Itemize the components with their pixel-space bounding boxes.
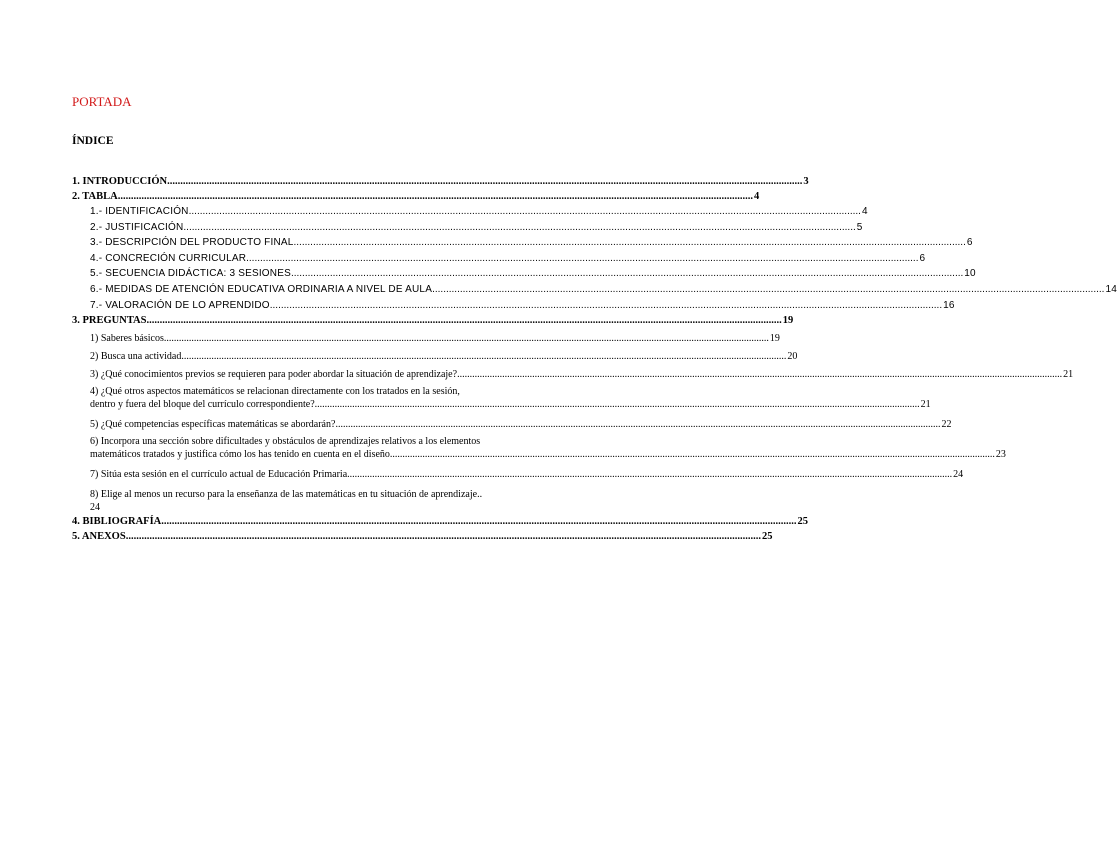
toc-entry-title: 3) ¿Qué conocimientos previos se requieren para poder abordar la situación de aprendizaje?	[90, 369, 458, 381]
toc-entry-title: 5) ¿Qué competencias específicas matemáticas se abordarán?	[90, 419, 336, 431]
toc-entry-question-6[interactable]	[72, 435, 1006, 461]
toc-leader-dots	[161, 514, 796, 529]
toc-entry-page: 5	[856, 221, 863, 233]
toc-leader-dots: ..	[477, 489, 483, 501]
toc-entry-bibliografia[interactable]	[72, 514, 809, 529]
toc-entry-preguntas[interactable]	[72, 313, 794, 328]
toc-entry-page: 19	[782, 315, 794, 327]
toc-entry-title-line1: 8) Elige al menos un recurso para la enseñanza de las matemáticas en tu situación de aprendizaje	[90, 489, 478, 501]
toc-leader-dots	[291, 266, 963, 282]
toc-entry-concrecion[interactable]	[72, 251, 926, 267]
toc-leader-dots	[390, 448, 995, 461]
toc-entry-title: 7.- VALORACIÓN DE LO APRENDIDO	[90, 299, 270, 311]
toc-entry-title: 3. PREGUNTAS	[72, 315, 147, 327]
toc-entry-question-2[interactable]	[72, 349, 798, 364]
toc-entry-title: 5.- SECUENCIA DIDÁCTICA: 3 SESIONES	[90, 268, 291, 280]
toc-entry-title-line2: matemáticos tratados y justifica cómo los has tenido en cuenta en el diseño	[90, 449, 390, 461]
toc-entry-title: 1.- IDENTIFICACIÓN	[90, 206, 189, 217]
toc-entry-title: 2.- JUSTIFICACIÓN	[90, 221, 184, 233]
toc-entry-valoracion[interactable]	[72, 298, 955, 314]
toc-entry-page: 21	[920, 399, 931, 411]
toc-leader-dots	[270, 298, 942, 314]
toc-leader-dots	[189, 204, 861, 220]
toc-entry-page: 14	[1105, 283, 1117, 295]
toc-entry-title: 4. BIBLIOGRAFÍA	[72, 516, 162, 528]
toc-leader-dots	[457, 367, 1062, 382]
toc-entry-descripcion[interactable]	[72, 235, 973, 251]
toc-entry-question-7[interactable]	[72, 467, 964, 482]
toc-leader-dots	[167, 174, 802, 189]
toc-entry-anexos[interactable]	[72, 529, 773, 544]
toc-leader-dots	[335, 417, 940, 432]
toc-entry-title: 5. ANEXOS	[72, 531, 126, 543]
toc-entry-justificacion[interactable]	[72, 220, 863, 236]
toc-entry-page: 16	[943, 299, 955, 311]
toc-entry-title: 4.- CONCRECIÓN CURRICULAR	[90, 252, 247, 264]
toc-entry-title-line1: 4) ¿Qué otros aspectos matemáticos se relacionan directamente con los tratados en la sesión,	[90, 386, 460, 398]
toc-entry-page: 24	[953, 469, 964, 481]
toc-entry-page: 6	[966, 237, 973, 249]
toc-leader-dots	[315, 398, 920, 411]
toc-leader-dots	[126, 529, 761, 544]
toc-leader-dots	[118, 189, 753, 204]
toc-entry-title: 2. TABLA	[72, 191, 118, 202]
toc-entry-question-1[interactable]	[72, 331, 780, 346]
toc-entry-introduccion[interactable]	[72, 174, 809, 189]
index-title: ÍNDICE	[72, 135, 114, 147]
toc-leader-dots	[347, 467, 952, 482]
toc-entry-page: 10	[964, 268, 976, 280]
toc-entry-question-5[interactable]	[72, 417, 952, 432]
toc-entry-page: 20	[787, 351, 798, 363]
toc-entry-page: 25	[761, 531, 773, 543]
toc-leader-dots	[183, 220, 855, 236]
toc-entry-secuencia[interactable]	[72, 266, 976, 282]
toc-entry-title: 1. INTRODUCCIÓN	[72, 176, 168, 187]
toc-entry-page: 23	[995, 449, 1006, 461]
toc-entry-title: 1) Saberes básicos	[90, 333, 164, 345]
toc-entry-question-3[interactable]	[72, 367, 1074, 382]
toc-entry-medidas[interactable]	[72, 282, 1117, 298]
toc-entry-title: 7) Sitúa esta sesión en el currículo actual de Educación Primaria	[90, 469, 348, 481]
toc-entry-page: 3	[803, 176, 809, 187]
toc-entry-title-line1: 6) Incorpora una sección sobre dificultades y obstáculos de aprendizajes relativos a los elementos	[90, 436, 481, 448]
toc-leader-dots	[181, 349, 786, 364]
toc-entry-page: 4	[861, 206, 868, 217]
toc-entry-title-line2: dentro y fuera del bloque del currículo correspondiente?	[90, 399, 315, 411]
toc-entry-page: 4	[753, 191, 760, 202]
toc-entry-page: 19	[769, 333, 780, 345]
cover-heading: PORTADA	[72, 94, 132, 109]
toc-leader-dots	[146, 313, 781, 328]
toc-entry-question-4[interactable]	[72, 385, 931, 411]
toc-leader-dots	[294, 235, 966, 251]
toc-leader-dots	[164, 331, 769, 346]
toc-entry-title: 6.- MEDIDAS DE ATENCIÓN EDUCATIVA ORDINARIA A NIVEL DE AULA	[90, 283, 433, 295]
toc-entry-question-8[interactable]	[72, 488, 528, 514]
toc-entry-page: 24	[90, 502, 100, 514]
toc-entry-page: 22	[941, 419, 952, 431]
toc-leader-dots	[246, 251, 918, 267]
toc-entry-title: 3.- DESCRIPCIÓN DEL PRODUCTO FINAL	[90, 237, 294, 249]
toc-entry-page: 25	[797, 516, 809, 528]
toc-entry-title: 2) Busca una actividad	[90, 351, 182, 363]
table-of-contents	[72, 174, 1117, 544]
toc-entry-tabla[interactable]	[72, 189, 760, 204]
toc-entry-identificacion[interactable]	[72, 204, 868, 220]
toc-leader-dots	[432, 282, 1104, 298]
toc-entry-page: 21	[1063, 369, 1074, 381]
toc-entry-page: 6	[919, 252, 926, 264]
